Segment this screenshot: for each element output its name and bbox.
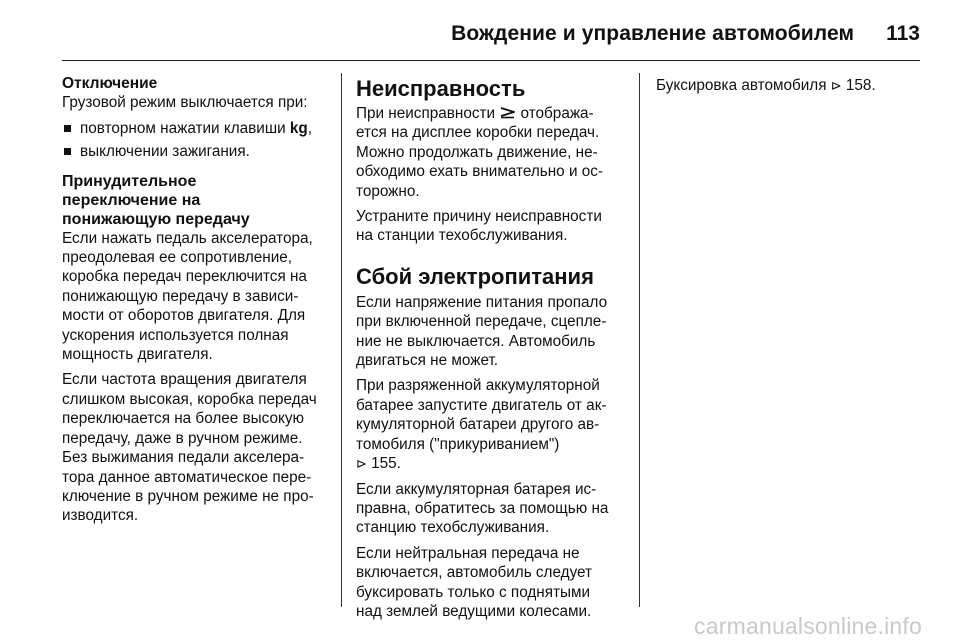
fault-paragraph-2: Устраните причину неисправности на станции техобслуживания.	[356, 208, 602, 245]
list-item	[62, 142, 332, 161]
bullet-text: повторном нажатии клавиши kg,	[80, 119, 313, 137]
kg-key: kg	[289, 119, 308, 137]
power-paragraph-3: Если аккумуляторная батарея ис- правна, обратитесь за помощью на станцию техобслуживания.	[356, 480, 609, 537]
page-reference: 155.	[371, 455, 401, 473]
off-intro: Грузовой режим выключается при:	[62, 94, 308, 112]
bullet-text: выключении зажигания.	[80, 143, 250, 161]
off-heading: Отключение	[62, 75, 158, 92]
column-1	[62, 74, 332, 532]
page-reference: 158.	[845, 77, 876, 94]
kickdown-heading: Принудительное переключение на понижающую передачу	[62, 172, 250, 228]
power-paragraph-2: При разряженной аккумуляторной батарее запустите двигатель от ак- кумуляторной батареи другого ав- томобиля ("прикуриванием") ⊳ 155.	[356, 377, 607, 473]
column-2	[356, 76, 624, 627]
gear-fault-icon	[499, 106, 516, 119]
reference-arrow-icon: ⊳	[830, 78, 842, 93]
kickdown-paragraph-1: Если нажать педаль акселератора, преодолевая ее сопротивление, коробка передач переключится на понижающую передачу в зависи- мости от оборотов двигателя. Для ускорения используется полная мощность двигателя.	[62, 229, 313, 364]
column-divider-2	[639, 73, 640, 607]
fault-paragraph-1: При неисправности отобража- ется на дисплее коробки передач. Можно продолжать движение, не- обходимо ехать внимательно и ос- торожно.	[356, 105, 603, 200]
page-header	[62, 14, 920, 54]
bullet-icon	[64, 125, 71, 132]
column-divider-1	[341, 73, 342, 607]
kickdown-paragraph-2: Если частота вращения двигателя слишком высокая, коробка передач переключается на более высокую передачу, даже в ручном режиме. Без выжимания педали акселера- тора данное автоматическое пере- ключение в ручном режиме не про- изводится.	[62, 371, 317, 525]
power-heading: Сбой электропитания	[356, 263, 594, 289]
bullet-icon	[64, 148, 71, 155]
power-paragraph-1: Если напряжение питания пропало при включенной передаче, сцепле- ние не выключается. Автомобиль двигаться не может.	[356, 293, 608, 370]
list-item	[62, 119, 332, 138]
page-title: Вождение и управление автомобилем	[451, 22, 855, 45]
fault-heading: Неисправность	[356, 76, 526, 101]
power-paragraph-4: Если нейтральная передача не включается, автомобиль следует буксировать только с поднятыми над землей ведущими колесами.	[356, 544, 593, 620]
watermark: carmanualsonline.info	[694, 613, 922, 639]
column-3	[656, 76, 920, 101]
reference-arrow-icon: ⊳	[356, 456, 367, 472]
tow-reference: Буксировка автомобиля ⊳ 158.	[656, 77, 876, 94]
header-rule	[62, 60, 920, 61]
page-number: 113	[886, 22, 920, 45]
